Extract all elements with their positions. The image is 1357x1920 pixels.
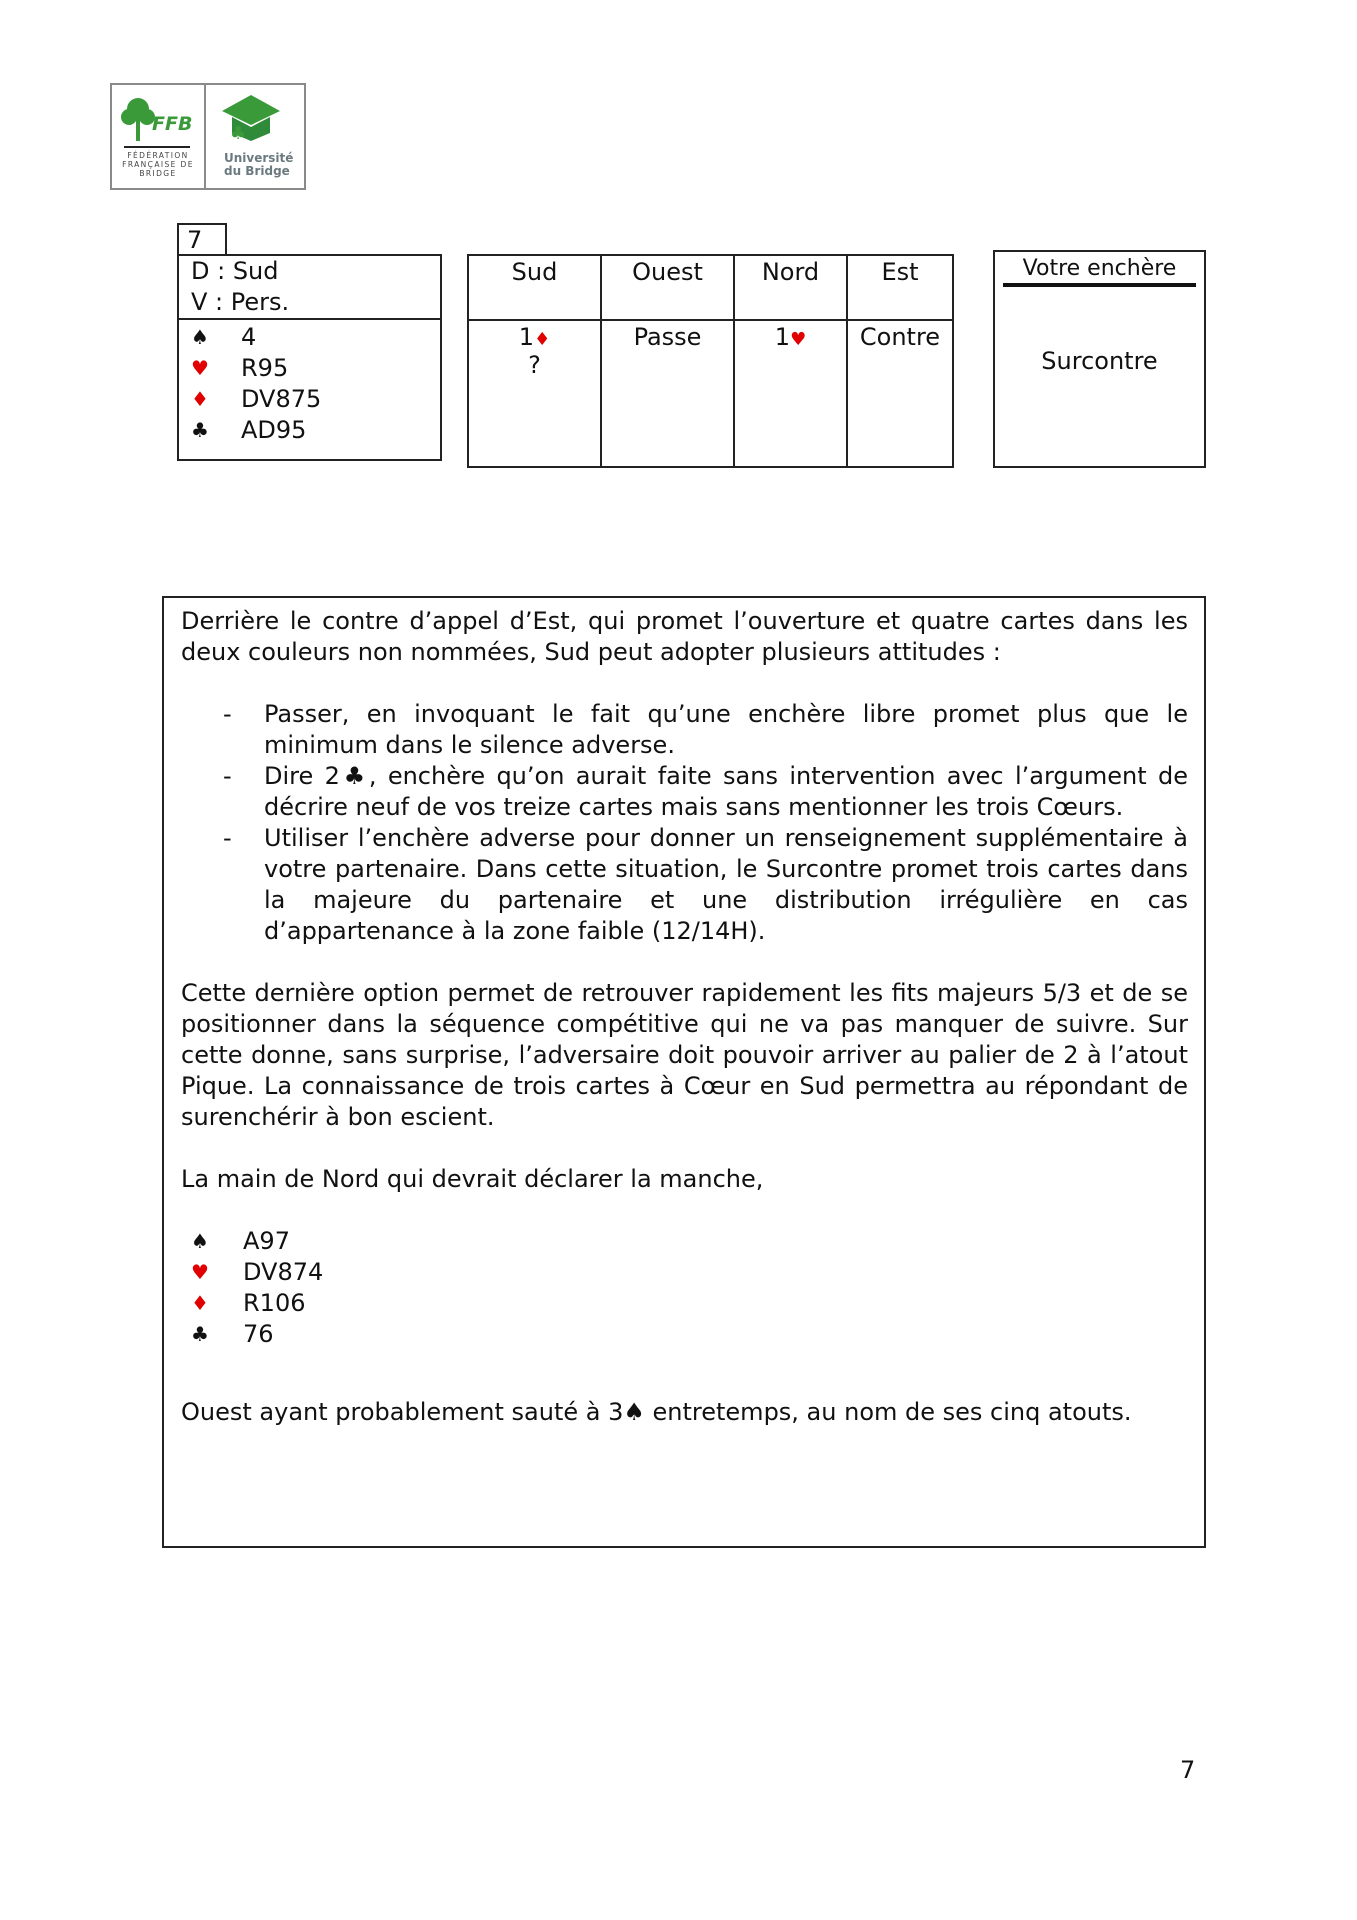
tree-icon [120, 95, 156, 143]
bid-nord-level: 1 [774, 323, 791, 351]
bidding-header-row [468, 255, 953, 320]
north-row-hearts [181, 1257, 1188, 1288]
deal-number: 7 [177, 223, 227, 255]
answer-title: Votre enchère [1003, 256, 1196, 287]
south-hand [179, 320, 440, 446]
heart-icon: ♥ [790, 329, 807, 350]
north-diamond-cards: R106 [243, 1289, 306, 1317]
bid-sud-next: ? [528, 351, 541, 379]
svg-text:♣: ♣ [230, 123, 247, 143]
bullet-text: Passer, en invoquant le fait qu’une enchère libre promet plus que le minimum dans le silence adverse. [264, 700, 1188, 759]
ffb-text: FFB [152, 113, 193, 135]
answer-box [993, 250, 1206, 468]
header-est: Est [847, 255, 953, 320]
north-row-diamonds [181, 1288, 1188, 1319]
intro-paragraph: Derrière le contre d’appel d’Est, qui promet l’ouverture et quatre cartes dans les deux couleurs non nommées, Sud peut adopter plusieurs attitudes : [181, 607, 1188, 666]
universite-line2: du Bridge [224, 164, 290, 178]
north-intro-paragraph: La main de Nord qui devrait déclarer la manche, [181, 1165, 764, 1193]
spade-icon: ♠ [191, 325, 209, 349]
north-club-cards: 76 [243, 1320, 274, 1348]
hand-row-clubs [191, 415, 440, 446]
bid-sud-level: 1 [518, 323, 535, 351]
ffb-logo [110, 83, 306, 190]
logo-divider [124, 146, 190, 148]
north-spade-cards: A97 [243, 1227, 290, 1255]
header-ouest: Ouest [601, 255, 734, 320]
diamond-icon: ♦ [191, 1291, 209, 1315]
heart-icon: ♥ [191, 1260, 209, 1284]
club-icon: ♣ [191, 418, 209, 442]
vulnerability-label: V : Pers. [191, 288, 290, 316]
diamond-cards: DV875 [241, 385, 322, 413]
option-paragraph: Cette dernière option permet de retrouver rapidement les fits majeurs 5/3 et de se positionner dans la séquence compétitive qui ne va pas manquer de suivre. Sur cette donne, sans surprise, l’adversaire doit pouvoir arriver au palier de 2 à l’atout Pique. La connaissance de trois cartes à Cœur en Sud permettra au répondant de surenchérir à bon escient. [181, 979, 1188, 1131]
diamond-icon: ♦ [534, 329, 551, 350]
bullet-text: Utiliser l’enchère adverse pour donner un renseignement supplémentaire à votre partenaire. Dans cette situation, le Surcontre promet trois cartes dans la majeure du partenaire et une distribution irrégulière en cas d’appartenance à la zone faible (12/14H). [264, 824, 1188, 945]
header-nord: Nord [734, 255, 847, 320]
universite-text [224, 152, 293, 178]
graduation-cap-icon [220, 93, 282, 143]
bid-est: Contre [847, 320, 953, 467]
explanation-box [162, 596, 1206, 1548]
dealer-label: D : Sud [191, 257, 279, 285]
bullet-item [181, 699, 1188, 761]
north-row-clubs [181, 1319, 1188, 1350]
bullet-dash: - [223, 824, 232, 852]
hand-row-diamonds [191, 384, 440, 415]
bid-nord [734, 320, 847, 467]
deal-header [179, 256, 440, 320]
bullet-dash: - [223, 700, 232, 728]
universite-line1: Université [224, 151, 294, 165]
deal-box [177, 254, 442, 461]
hand-row-spades [191, 322, 440, 353]
bid-sud-1 [470, 323, 599, 351]
heart-icon: ♥ [191, 356, 209, 380]
bullet-text: Dire 2♣, enchère qu’on aurait faite sans intervention avec l’argument de décrire neuf de vos treize cartes mais sans mentionner les trois Cœurs. [264, 762, 1188, 821]
heart-cards: R95 [241, 354, 289, 382]
universite-logo [206, 85, 304, 188]
final-paragraph: Ouest ayant probablement sauté à 3♠ entretemps, au nom de ses cinq atouts. [181, 1398, 1132, 1426]
bidding-table [467, 254, 954, 468]
bidding-row [468, 320, 953, 467]
spade-icon: ♠ [191, 1229, 209, 1253]
north-row-spades [181, 1226, 1188, 1257]
page-number: 7 [1180, 1756, 1196, 1784]
federation-text: FÉDÉRATION FRANÇAISE DE BRIDGE [122, 151, 194, 178]
north-hand [181, 1226, 1188, 1350]
north-heart-cards: DV874 [243, 1258, 324, 1286]
club-cards: AD95 [241, 416, 307, 444]
header-sud: Sud [468, 255, 601, 320]
spade-cards: 4 [241, 323, 257, 351]
bullet-dash: - [223, 762, 232, 790]
bid-ouest: Passe [601, 320, 734, 467]
club-icon: ♣ [191, 1322, 209, 1346]
diamond-icon: ♦ [191, 387, 209, 411]
answer-value: Surcontre [1041, 347, 1158, 375]
bid-sud [468, 320, 601, 467]
bullet-item [181, 823, 1188, 947]
ffb-logo-left [112, 85, 206, 188]
bullet-item [181, 761, 1188, 823]
hand-row-hearts [191, 353, 440, 384]
